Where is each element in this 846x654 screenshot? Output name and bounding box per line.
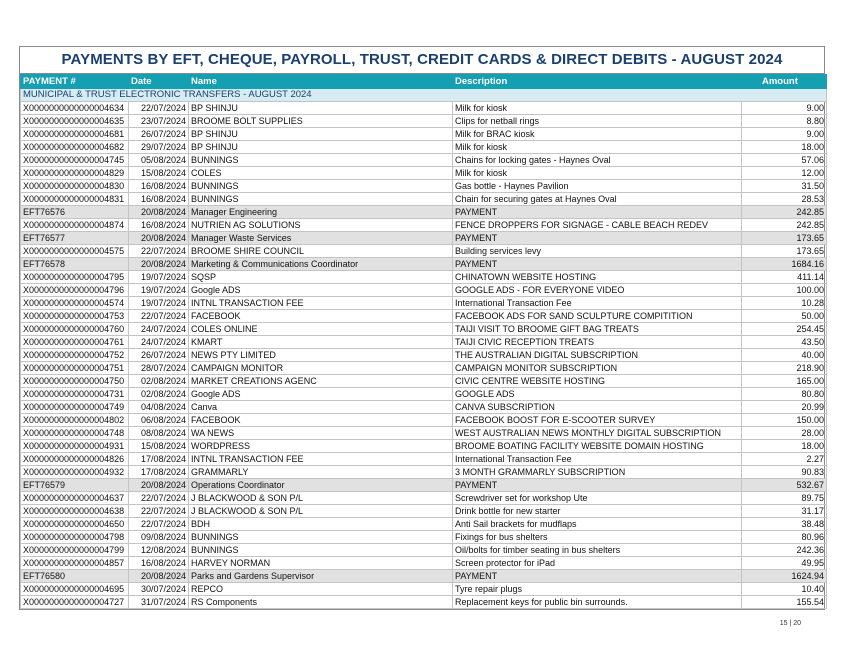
description-cell: Drink bottle for new starter (453, 505, 742, 518)
table-row (21, 167, 827, 180)
date-cell: 20/08/2024 (129, 258, 189, 271)
date-cell: 22/07/2024 (129, 245, 189, 258)
amount-cell: 9.00 (742, 128, 827, 141)
eft-summary-row (21, 258, 827, 271)
payment-number-cell: X0000000000000004829 (21, 167, 129, 180)
payments-report (19, 46, 825, 610)
payment-number-cell: EFT76580 (21, 570, 129, 583)
date-cell: 02/08/2024 (129, 375, 189, 388)
date-cell: 29/07/2024 (129, 141, 189, 154)
payments-table (20, 74, 827, 609)
description-cell: Milk for kiosk (453, 102, 742, 115)
amount-cell: 9.00 (742, 102, 827, 115)
name-cell: Manager Waste Services (189, 232, 453, 245)
amount-cell: 10.40 (742, 583, 827, 596)
date-cell: 22/07/2024 (129, 518, 189, 531)
date-cell: 16/08/2024 (129, 557, 189, 570)
description-cell: Chain for securing gates at Haynes Oval (453, 193, 742, 206)
date-cell: 24/07/2024 (129, 323, 189, 336)
date-cell: 22/07/2024 (129, 310, 189, 323)
table-row (21, 102, 827, 115)
table-row (21, 427, 827, 440)
section-row (21, 89, 827, 102)
table-row (21, 557, 827, 570)
description-cell: FENCE DROPPERS FOR SIGNAGE - CABLE BEACH REDEV (453, 219, 742, 232)
table-row (21, 492, 827, 505)
description-cell: Tyre repair plugs (453, 583, 742, 596)
payment-number-cell: X0000000000000004749 (21, 401, 129, 414)
eft-summary-row (21, 206, 827, 219)
name-cell: BP SHINJU (189, 102, 453, 115)
date-cell: 16/08/2024 (129, 193, 189, 206)
payment-number-cell: X0000000000000004634 (21, 102, 129, 115)
eft-summary-row (21, 570, 827, 583)
description-cell: PAYMENT (453, 479, 742, 492)
table-row (21, 518, 827, 531)
name-cell: Google ADS (189, 388, 453, 401)
description-cell: International Transaction Fee (453, 297, 742, 310)
payment-number-cell: X0000000000000004731 (21, 388, 129, 401)
date-cell: 05/08/2024 (129, 154, 189, 167)
name-cell: BDH (189, 518, 453, 531)
name-cell: BP SHINJU (189, 141, 453, 154)
payment-number-cell: X0000000000000004574 (21, 297, 129, 310)
payment-number-cell: X0000000000000004798 (21, 531, 129, 544)
description-cell: Replacement keys for public bin surrounds. (453, 596, 742, 609)
name-cell: FACEBOOK (189, 414, 453, 427)
amount-cell: 40.00 (742, 349, 827, 362)
description-cell: Anti Sail brackets for mudflaps (453, 518, 742, 531)
date-cell: 19/07/2024 (129, 297, 189, 310)
table-row (21, 219, 827, 232)
amount-cell: 57.06 (742, 154, 827, 167)
report-title: PAYMENTS BY EFT, CHEQUE, PAYROLL, TRUST, CREDIT CARDS & DIRECT DEBITS - AUGUST 2024 (20, 47, 824, 74)
payment-number-cell: X0000000000000004695 (21, 583, 129, 596)
name-cell: HARVEY NORMAN (189, 557, 453, 570)
amount-cell: 2.27 (742, 453, 827, 466)
table-row (21, 544, 827, 557)
table-row (21, 466, 827, 479)
amount-cell: 80.80 (742, 388, 827, 401)
table-row (21, 245, 827, 258)
date-cell: 20/08/2024 (129, 570, 189, 583)
description-cell: Gas bottle - Haynes Pavilion (453, 180, 742, 193)
table-row (21, 388, 827, 401)
payment-number-cell: EFT76576 (21, 206, 129, 219)
payment-number-cell: X0000000000000004637 (21, 492, 129, 505)
description-cell: Milk for BRAC kiosk (453, 128, 742, 141)
amount-cell: 43.50 (742, 336, 827, 349)
name-cell: WORDPRESS (189, 440, 453, 453)
payment-number-cell: X0000000000000004681 (21, 128, 129, 141)
table-row (21, 336, 827, 349)
payment-number-cell: X0000000000000004635 (21, 115, 129, 128)
date-cell: 02/08/2024 (129, 388, 189, 401)
amount-cell: 150.00 (742, 414, 827, 427)
payment-number-cell: X0000000000000004760 (21, 323, 129, 336)
name-cell: BP SHINJU (189, 128, 453, 141)
amount-cell: 1684.16 (742, 258, 827, 271)
payment-number-cell: X0000000000000004931 (21, 440, 129, 453)
payment-number-cell: X0000000000000004831 (21, 193, 129, 206)
description-cell: THE AUSTRALIAN DIGITAL SUBSCRIPTION (453, 349, 742, 362)
payment-number-cell: X0000000000000004638 (21, 505, 129, 518)
name-cell: Marketing & Communications Coordinator (189, 258, 453, 271)
name-cell: J BLACKWOOD & SON P/L (189, 505, 453, 518)
description-cell: CIVIC CENTRE WEBSITE HOSTING (453, 375, 742, 388)
payment-number-cell: X0000000000000004796 (21, 284, 129, 297)
payment-number-cell: X0000000000000004745 (21, 154, 129, 167)
payment-number-cell: EFT76578 (21, 258, 129, 271)
amount-cell: 18.00 (742, 440, 827, 453)
amount-cell: 8.80 (742, 115, 827, 128)
table-row (21, 596, 827, 609)
table-row (21, 271, 827, 284)
eft-summary-row (21, 479, 827, 492)
amount-cell: 38.48 (742, 518, 827, 531)
amount-cell: 218.90 (742, 362, 827, 375)
table-row (21, 414, 827, 427)
section-title: MUNICIPAL & TRUST ELECTRONIC TRANSFERS - AUGUST 2024 (21, 89, 827, 102)
amount-cell: 80.96 (742, 531, 827, 544)
amount-cell: 242.85 (742, 206, 827, 219)
payment-number-cell: X0000000000000004826 (21, 453, 129, 466)
amount-cell: 165.00 (742, 375, 827, 388)
payment-number-cell: X0000000000000004795 (21, 271, 129, 284)
payment-number-cell: X0000000000000004752 (21, 349, 129, 362)
date-cell: 26/07/2024 (129, 349, 189, 362)
name-cell: KMART (189, 336, 453, 349)
column-header-amount: Amount (742, 75, 827, 89)
name-cell: BROOME SHIRE COUNCIL (189, 245, 453, 258)
column-header-date: Date (129, 75, 189, 89)
name-cell: Operations Coordinator (189, 479, 453, 492)
description-cell: PAYMENT (453, 258, 742, 271)
name-cell: FACEBOOK (189, 310, 453, 323)
name-cell: COLES ONLINE (189, 323, 453, 336)
date-cell: 30/07/2024 (129, 583, 189, 596)
date-cell: 19/07/2024 (129, 271, 189, 284)
amount-cell: 173.65 (742, 245, 827, 258)
name-cell: INTNL TRANSACTION FEE (189, 297, 453, 310)
description-cell: International Transaction Fee (453, 453, 742, 466)
name-cell: BUNNINGS (189, 154, 453, 167)
amount-cell: 49.95 (742, 557, 827, 570)
column-header-payment: PAYMENT # (21, 75, 129, 89)
amount-cell: 89.75 (742, 492, 827, 505)
name-cell: CAMPAIGN MONITOR (189, 362, 453, 375)
table-row (21, 453, 827, 466)
eft-summary-row (21, 232, 827, 245)
payment-number-cell: X0000000000000004802 (21, 414, 129, 427)
table-row (21, 440, 827, 453)
date-cell: 16/08/2024 (129, 219, 189, 232)
description-cell: BROOME BOATING FACILITY WEBSITE DOMAIN HOSTING (453, 440, 742, 453)
name-cell: BUNNINGS (189, 531, 453, 544)
table-row (21, 297, 827, 310)
name-cell: J BLACKWOOD & SON P/L (189, 492, 453, 505)
payment-number-cell: X0000000000000004650 (21, 518, 129, 531)
name-cell: MARKET CREATIONS AGENC (189, 375, 453, 388)
name-cell: BROOME BOLT SUPPLIES (189, 115, 453, 128)
payment-number-cell: X0000000000000004753 (21, 310, 129, 323)
date-cell: 08/08/2024 (129, 427, 189, 440)
name-cell: Manager Engineering (189, 206, 453, 219)
date-cell: 22/07/2024 (129, 505, 189, 518)
name-cell: GRAMMARLY (189, 466, 453, 479)
column-header-name: Name (189, 75, 453, 89)
description-cell: Milk for kiosk (453, 167, 742, 180)
description-cell: 3 MONTH GRAMMARLY SUBSCRIPTION (453, 466, 742, 479)
description-cell: TAIJI VISIT TO BROOME GIFT BAG TREATS (453, 323, 742, 336)
date-cell: 17/08/2024 (129, 466, 189, 479)
payment-number-cell: X0000000000000004761 (21, 336, 129, 349)
name-cell: REPCO (189, 583, 453, 596)
description-cell: PAYMENT (453, 206, 742, 219)
amount-cell: 532.67 (742, 479, 827, 492)
table-row (21, 505, 827, 518)
amount-cell: 242.85 (742, 219, 827, 232)
amount-cell: 90.83 (742, 466, 827, 479)
table-row (21, 154, 827, 167)
date-cell: 20/08/2024 (129, 232, 189, 245)
payment-number-cell: X0000000000000004857 (21, 557, 129, 570)
amount-cell: 242.36 (742, 544, 827, 557)
amount-cell: 173.65 (742, 232, 827, 245)
amount-cell: 31.17 (742, 505, 827, 518)
payment-number-cell: X0000000000000004750 (21, 375, 129, 388)
description-cell: CHINATOWN WEBSITE HOSTING (453, 271, 742, 284)
date-cell: 26/07/2024 (129, 128, 189, 141)
table-row (21, 310, 827, 323)
date-cell: 16/08/2024 (129, 180, 189, 193)
name-cell: BUNNINGS (189, 544, 453, 557)
description-cell: TAIJI CIVIC RECEPTION TREATS (453, 336, 742, 349)
description-cell: FACEBOOK BOOST FOR E-SCOOTER SURVEY (453, 414, 742, 427)
amount-cell: 28.53 (742, 193, 827, 206)
table-row (21, 193, 827, 206)
payment-number-cell: X0000000000000004575 (21, 245, 129, 258)
page-number: 15 | 20 (779, 620, 801, 627)
date-cell: 31/07/2024 (129, 596, 189, 609)
name-cell: Parks and Gardens Supervisor (189, 570, 453, 583)
description-cell: GOOGLE ADS (453, 388, 742, 401)
date-cell: 22/07/2024 (129, 492, 189, 505)
date-cell: 12/08/2024 (129, 544, 189, 557)
table-row (21, 141, 827, 154)
payment-number-cell: EFT76577 (21, 232, 129, 245)
date-cell: 15/08/2024 (129, 167, 189, 180)
date-cell: 15/08/2024 (129, 440, 189, 453)
table-row (21, 401, 827, 414)
name-cell: SQSP (189, 271, 453, 284)
table-row (21, 362, 827, 375)
description-cell: Screwdriver set for workshop Ute (453, 492, 742, 505)
amount-cell: 12.00 (742, 167, 827, 180)
name-cell: BUNNINGS (189, 180, 453, 193)
table-row (21, 323, 827, 336)
name-cell: RS Components (189, 596, 453, 609)
date-cell: 22/07/2024 (129, 102, 189, 115)
date-cell: 24/07/2024 (129, 336, 189, 349)
description-cell: Building services levy (453, 245, 742, 258)
amount-cell: 31.50 (742, 180, 827, 193)
description-cell: Oil/bolts for timber seating in bus shelters (453, 544, 742, 557)
date-cell: 23/07/2024 (129, 115, 189, 128)
payment-number-cell: EFT76579 (21, 479, 129, 492)
name-cell: BUNNINGS (189, 193, 453, 206)
amount-cell: 1624.94 (742, 570, 827, 583)
description-cell: CAMPAIGN MONITOR SUBSCRIPTION (453, 362, 742, 375)
date-cell: 09/08/2024 (129, 531, 189, 544)
date-cell: 17/08/2024 (129, 453, 189, 466)
name-cell: COLES (189, 167, 453, 180)
amount-cell: 155.54 (742, 596, 827, 609)
table-row (21, 284, 827, 297)
date-cell: 06/08/2024 (129, 414, 189, 427)
amount-cell: 18.00 (742, 141, 827, 154)
date-cell: 04/08/2024 (129, 401, 189, 414)
payment-number-cell: X0000000000000004932 (21, 466, 129, 479)
description-cell: Milk for kiosk (453, 141, 742, 154)
amount-cell: 10.28 (742, 297, 827, 310)
table-row (21, 115, 827, 128)
name-cell: Google ADS (189, 284, 453, 297)
description-cell: Screen protector for iPad (453, 557, 742, 570)
payment-number-cell: X0000000000000004874 (21, 219, 129, 232)
description-cell: PAYMENT (453, 232, 742, 245)
table-row (21, 531, 827, 544)
date-cell: 19/07/2024 (129, 284, 189, 297)
date-cell: 20/08/2024 (129, 479, 189, 492)
name-cell: INTNL TRANSACTION FEE (189, 453, 453, 466)
table-row (21, 128, 827, 141)
table-header-row (21, 75, 827, 89)
payment-number-cell: X0000000000000004830 (21, 180, 129, 193)
name-cell: Canva (189, 401, 453, 414)
table-row (21, 375, 827, 388)
payment-number-cell: X0000000000000004751 (21, 362, 129, 375)
description-cell: PAYMENT (453, 570, 742, 583)
payment-number-cell: X0000000000000004748 (21, 427, 129, 440)
date-cell: 28/07/2024 (129, 362, 189, 375)
name-cell: NEWS PTY LIMITED (189, 349, 453, 362)
table-row (21, 180, 827, 193)
amount-cell: 100.00 (742, 284, 827, 297)
amount-cell: 50.00 (742, 310, 827, 323)
name-cell: WA NEWS (189, 427, 453, 440)
amount-cell: 254.45 (742, 323, 827, 336)
amount-cell: 28.00 (742, 427, 827, 440)
table-row (21, 349, 827, 362)
description-cell: Chains for locking gates - Haynes Oval (453, 154, 742, 167)
amount-cell: 20.99 (742, 401, 827, 414)
amount-cell: 411.14 (742, 271, 827, 284)
description-cell: CANVA SUBSCRIPTION (453, 401, 742, 414)
description-cell: Fixings for bus shelters (453, 531, 742, 544)
description-cell: Clips for netball rings (453, 115, 742, 128)
payment-number-cell: X0000000000000004799 (21, 544, 129, 557)
description-cell: WEST AUSTRALIAN NEWS MONTHLY DIGITAL SUBSCRIPTION (453, 427, 742, 440)
column-header-description: Description (453, 75, 742, 89)
payment-number-cell: X0000000000000004682 (21, 141, 129, 154)
description-cell: FACEBOOK ADS FOR SAND SCULPTURE COMPITITION (453, 310, 742, 323)
payment-number-cell: X0000000000000004727 (21, 596, 129, 609)
name-cell: NUTRIEN AG SOLUTIONS (189, 219, 453, 232)
description-cell: GOOGLE ADS - FOR EVERYONE VIDEO (453, 284, 742, 297)
table-row (21, 583, 827, 596)
date-cell: 20/08/2024 (129, 206, 189, 219)
